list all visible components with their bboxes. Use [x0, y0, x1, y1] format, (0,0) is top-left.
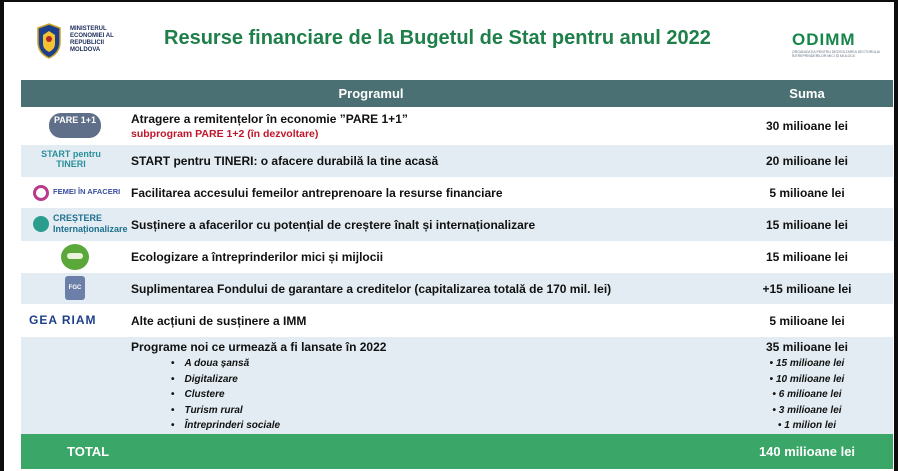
slide-title: Resurse financiare de la Bugetul de Stat pentru anul 2022 — [164, 27, 711, 49]
program-sum: +15 milioane lei — [762, 281, 852, 296]
table-row — [21, 208, 893, 241]
table-row — [21, 241, 893, 273]
list-item-sum: • 15 milioane lei — [721, 356, 893, 372]
list-item: • Întreprinderi sociale — [171, 418, 721, 434]
table-row — [21, 177, 893, 208]
eco-leaf-icon — [21, 241, 131, 273]
program-name: Susținere a afacerilor cu potențial de creștere înalt și internaționalizare — [131, 217, 536, 232]
program-name: Alte acțiuni de susținere a IMM — [131, 313, 307, 328]
program-sum: 15 milioane lei — [765, 250, 849, 264]
list-item: • Digitalizare — [171, 372, 721, 388]
ministry-name: MINISTERUL ECONOMIEI AL REPUBLICII MOLDOVA — [70, 26, 114, 53]
crestere-internationalizare-logo: CREȘTERE Internaționalizare — [21, 208, 131, 241]
budget-table — [21, 80, 893, 436]
program-name: Programe noi ce urmează a fi lansate în 2022 — [131, 340, 387, 354]
odimm-logo — [792, 30, 887, 58]
slide — [4, 2, 894, 471]
program-sum: 15 milioane lei — [765, 217, 849, 232]
odimm-name: ODIMM — [792, 30, 856, 49]
program-name: Facilitarea accesului femeilor antreprenoare la resurse financiare — [131, 185, 503, 200]
list-item: • A doua șansă — [171, 356, 721, 372]
table-row-new-programs — [21, 337, 893, 436]
column-header-program: Programul — [338, 86, 404, 101]
list-item: • Clustere — [171, 387, 721, 403]
gea-riam-logos: GEA RIAM — [29, 313, 97, 327]
total-row — [21, 434, 893, 469]
table-row — [21, 273, 893, 304]
column-header-sum: Suma — [789, 86, 825, 101]
coat-of-arms-icon — [34, 22, 64, 60]
list-item-sum: • 6 milioane lei — [721, 387, 893, 403]
list-item: • Turism rural — [171, 403, 721, 419]
program-sum: 20 milioane lei — [765, 154, 849, 168]
program-subtitle: subprogram PARE 1+2 (în dezvoltare) — [131, 128, 319, 140]
program-sum: 5 milioane lei — [769, 185, 845, 200]
femei-in-afaceri-logo: FEMEI ÎN AFACERI — [21, 177, 131, 208]
total-sum: 140 milioane lei — [758, 444, 856, 459]
table-header — [21, 80, 893, 107]
program-sum: 5 milioane lei — [769, 313, 845, 328]
program-sum: 30 milioane lei — [765, 119, 849, 133]
table-row — [21, 107, 893, 145]
program-name: Ecologizare a întreprinderilor mici și mijlocii — [131, 250, 384, 264]
program-name: Atragere a remitențelor în economie ”PARE 1+1” — [131, 112, 408, 126]
program-name: Suplimentarea Fondului de garantare a creditelor (capitalizarea totală de 170 mil. lei) — [131, 281, 612, 296]
list-item-sum: • 10 milioane lei — [721, 372, 893, 388]
list-item-sum: • 3 milioane lei — [721, 403, 893, 419]
fgc-logo: FGC — [21, 273, 131, 304]
table-row — [21, 145, 893, 177]
new-programs-list — [131, 356, 721, 434]
odimm-subtitle: ORGANIZAȚIA PENTRU DEZVOLTAREA SECTORULUI ÎNTREPRINDERILOR MICI ȘI MIJLOCII — [792, 50, 881, 58]
program-sum: 35 milioane lei — [765, 340, 849, 354]
pare-logo: PARE 1+1 — [21, 107, 131, 145]
table-row — [21, 304, 893, 337]
ministry-logo — [34, 22, 114, 60]
new-programs-sums — [721, 356, 893, 434]
start-pentru-tineri-logo: START pentru TINERI — [41, 149, 101, 169]
program-name: START pentru TINERI: o afacere durabilă la tine acasă — [131, 154, 439, 168]
list-item-sum: • 1 milion lei — [721, 418, 893, 434]
total-label: TOTAL — [67, 444, 110, 459]
